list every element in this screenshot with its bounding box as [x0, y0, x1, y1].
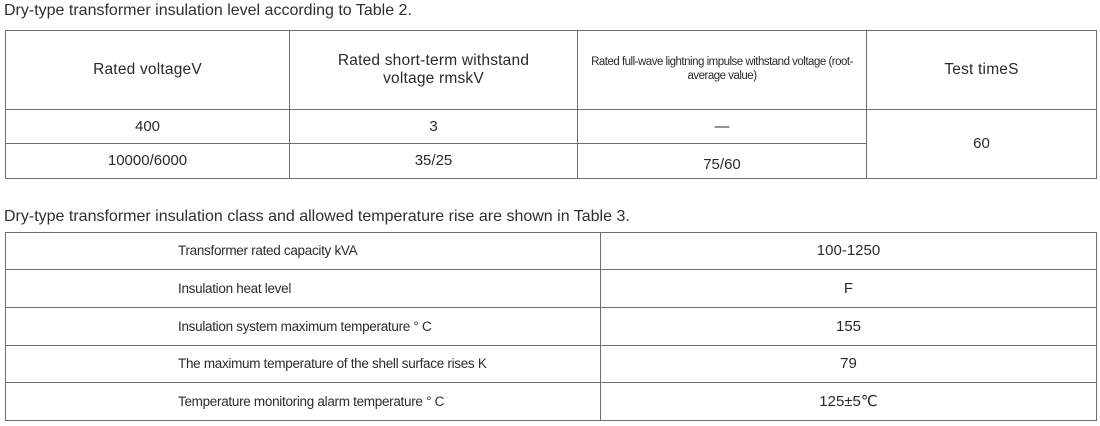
table-row	[6, 308, 1097, 346]
row-label: The maximum temperature of the shell surface rises K	[6, 346, 601, 383]
insulation-class-table	[5, 232, 1097, 421]
header-short-term-withstand: Rated short-term withstand voltage rmskV	[290, 31, 578, 110]
row-label: Temperature monitoring alarm temperature ° C	[6, 383, 601, 421]
insulation-level-table	[5, 30, 1097, 179]
cell-lightning: 75/60	[578, 144, 867, 179]
cell-short-term: 3	[290, 110, 578, 144]
cell-rated-voltage: 10000/6000	[6, 144, 290, 179]
cell-rated-voltage: 400	[6, 110, 290, 144]
row-value: 155	[601, 308, 1097, 346]
row-value: F	[601, 270, 1097, 308]
table-row	[6, 110, 1097, 144]
table-row	[6, 346, 1097, 383]
row-label: Insulation heat level	[6, 270, 601, 308]
cell-test-time: 60	[867, 110, 1097, 179]
header-test-time: Test timeS	[867, 31, 1097, 110]
table2-caption: Dry-type transformer insulation level according to Table 2.	[4, 2, 412, 19]
row-label: Transformer rated capacity kVA	[6, 233, 601, 270]
header-rated-voltage: Rated voltageV	[6, 31, 290, 110]
row-value: 100-1250	[601, 233, 1097, 270]
table3-caption: Dry-type transformer insulation class and allowed temperature rise are shown in Table 3.	[4, 208, 630, 225]
table-row	[6, 383, 1097, 421]
table-row	[6, 233, 1097, 270]
row-value: 79	[601, 346, 1097, 383]
table-row	[6, 270, 1097, 308]
cell-short-term: 35/25	[290, 144, 578, 179]
header-lightning-impulse: Rated full-wave lightning impulse withstand voltage (root-average value)	[578, 31, 867, 110]
row-value: 125±5℃	[601, 383, 1097, 421]
cell-lightning: —	[578, 110, 867, 144]
table-header-row	[6, 31, 1097, 110]
row-label: Insulation system maximum temperature ° C	[6, 308, 601, 346]
